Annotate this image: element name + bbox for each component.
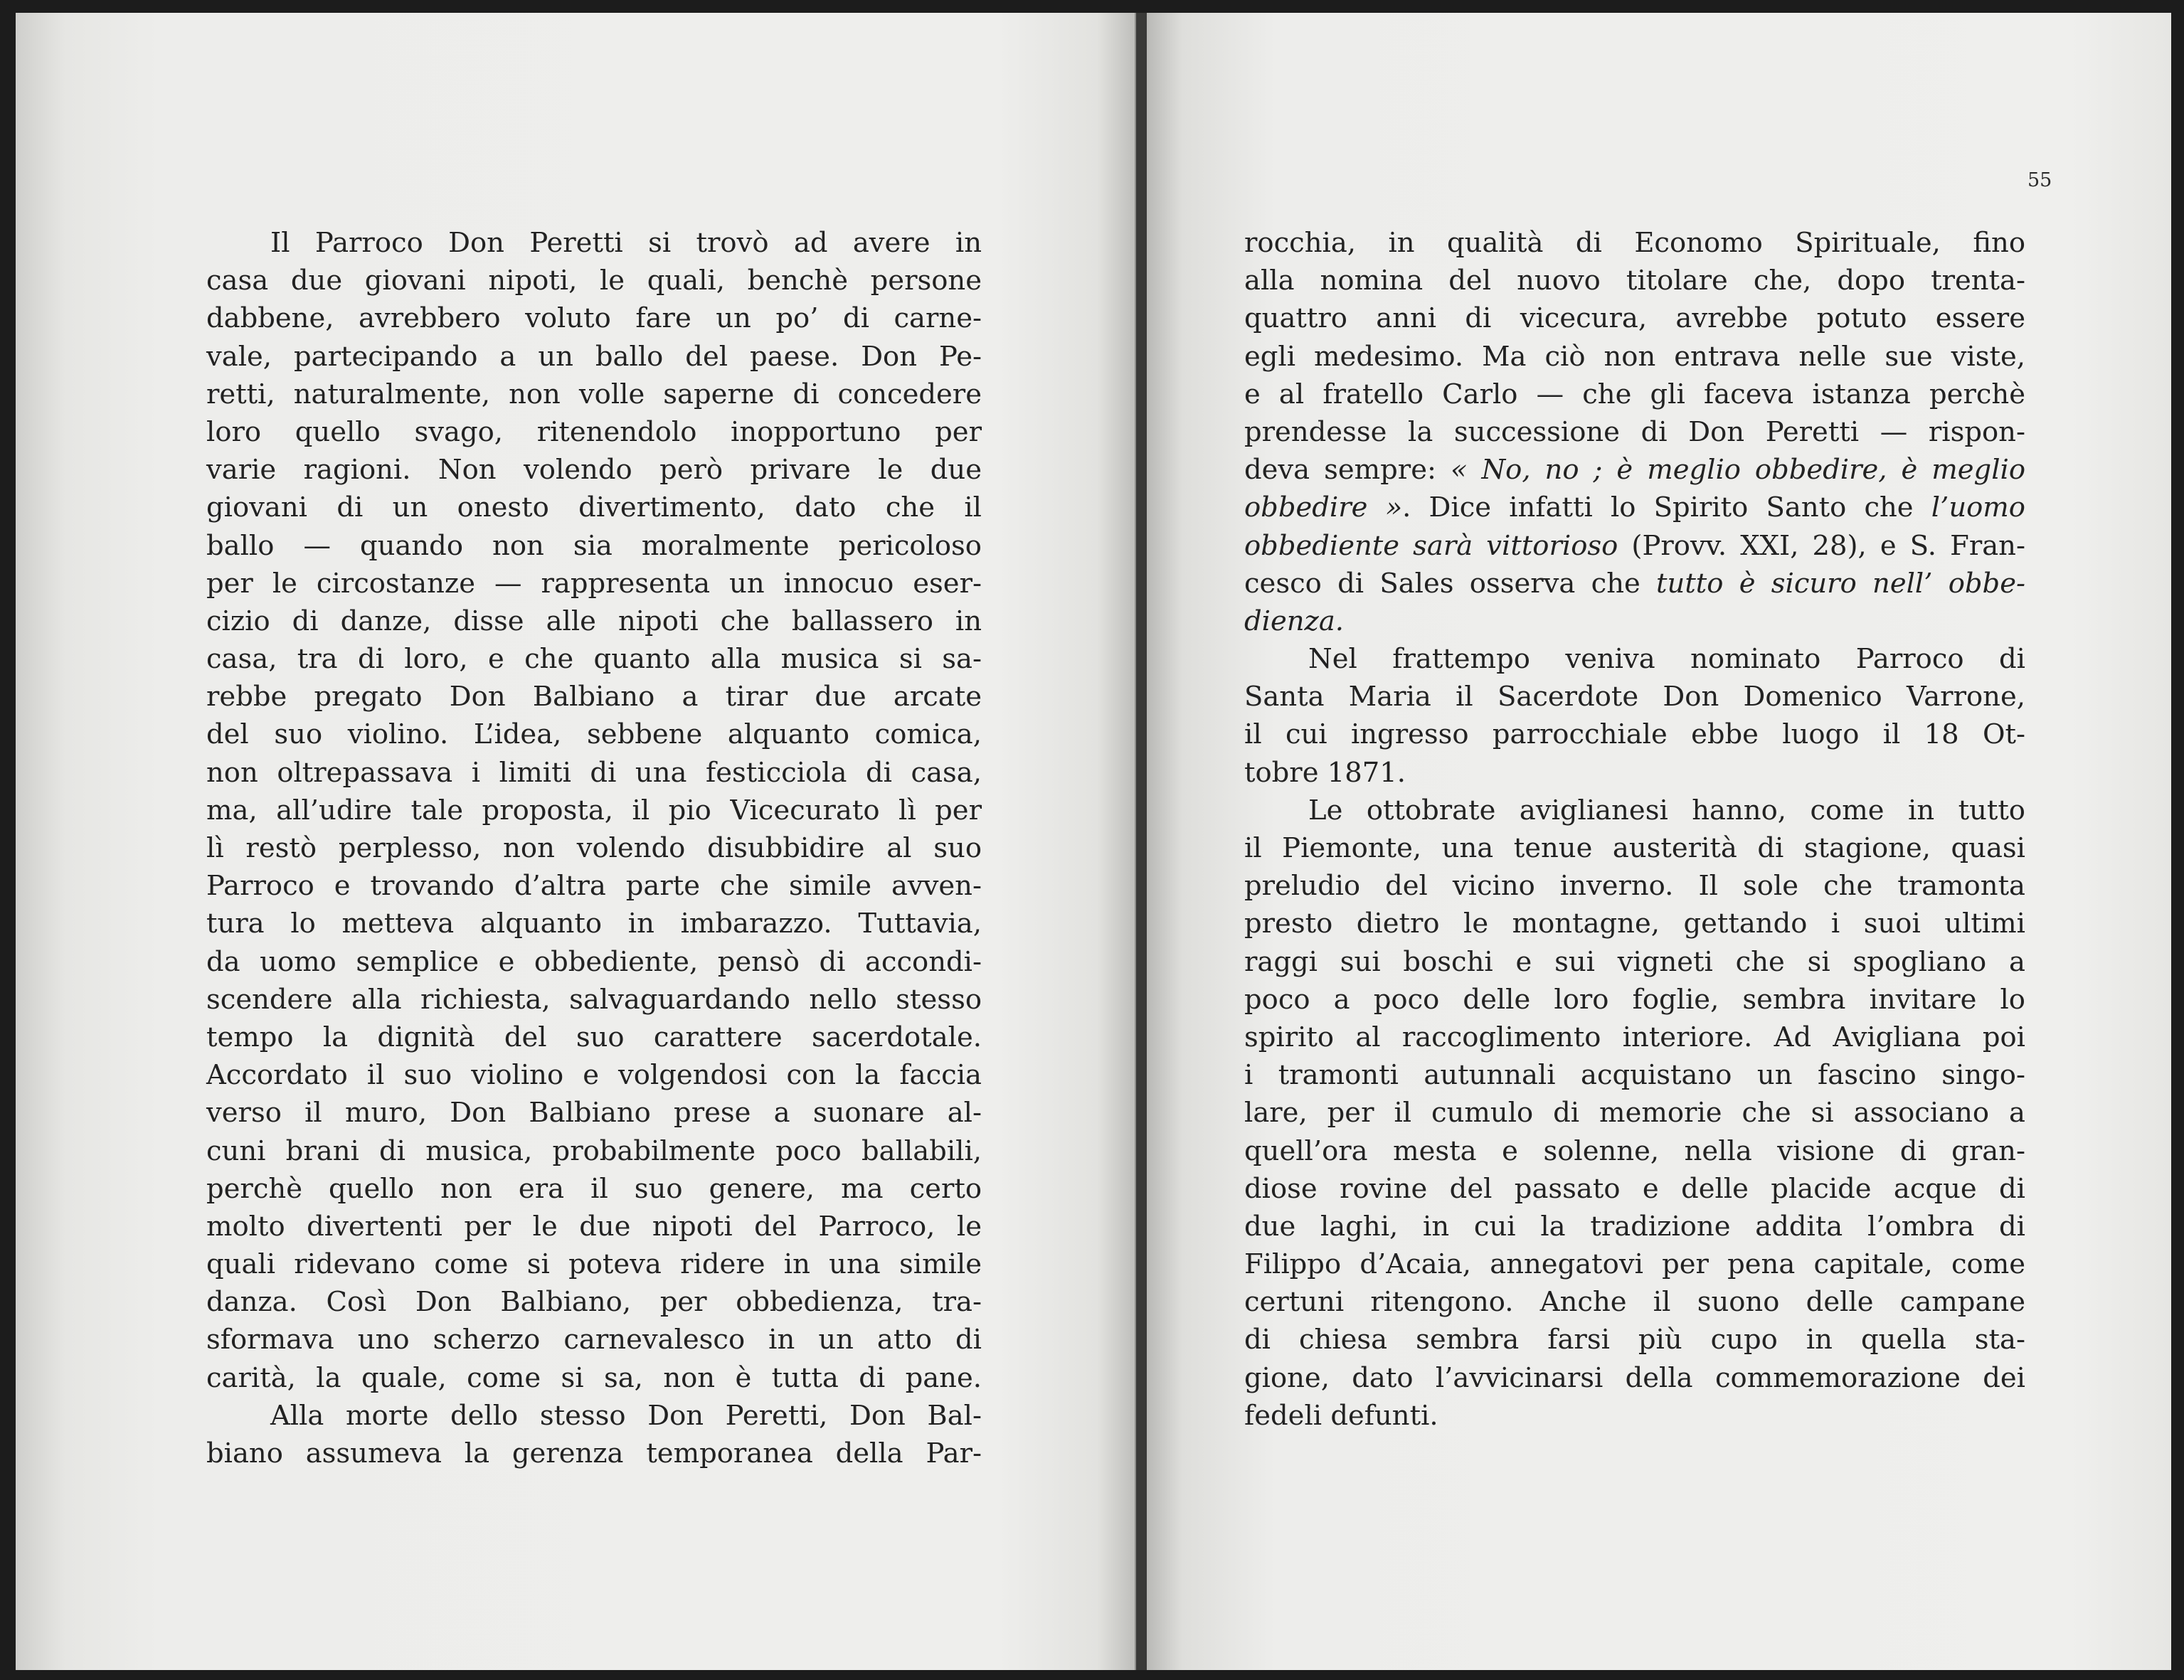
italic-quote: obbedire » [1244,491,1403,524]
text-line: tura lo metteva alquanto in imbarazzo. Tuttavia, [206,908,982,940]
text-line: giovani di un onesto divertimento, dato che il [206,491,982,524]
right-page-text [1244,224,2025,1435]
text-line: retti, naturalmente, non volle saperne di concedere [206,378,982,410]
text-line: Nel frattempo veniva nominato Parroco di [1308,643,2025,676]
text-line: Santa Maria il Sacerdote Don Domenico Varrone, [1244,681,2025,713]
text-segment: cesco di Sales osserva che [1244,567,1640,600]
text-line: Alla morte dello stesso Don Peretti, Don Bal- [270,1399,982,1432]
text-line: da uomo semplice e obbediente, pensò di accondi- [206,945,982,978]
text-line: cuni brani di musica, probabilmente poco ballabili, [206,1134,982,1167]
text-line: casa due giovani nipoti, le quali, benchè persone [206,265,982,297]
italic-quote: obbediente sarà vittorioso [1244,529,1618,562]
text-line: due laghi, in cui la tradizione addita l’ombra di [1244,1210,2025,1243]
text-line: Il Parroco Don Peretti si trovò ad avere in [270,227,982,259]
text-line: spirito al raccoglimento interiore. Ad Avigliana poi [1244,1021,2025,1053]
text-line: tempo la dignità del suo carattere sacerdotale. [206,1021,982,1053]
text-line: casa, tra di loro, e che quanto alla musica si sa- [206,643,982,676]
text-line-mixed [1244,489,2025,526]
text-line: il Piemonte, una tenue austerità di stagione, quasi [1244,832,2025,864]
text-line: quattro anni di vicecura, avrebbe potuto essere [1244,302,2025,335]
text-line: del suo violino. L’idea, sebbene alquanto comica, [206,718,982,751]
text-line: Accordato il suo violino e volgendosi con la faccia [206,1059,982,1092]
text-line: poco a poco delle loro foglie, sembra invitare lo [1244,983,2025,1016]
text-line: scendere alla richiesta, salvaguardando nello stesso [206,983,982,1016]
text-line: quali ridevano come si poteva ridere in una simile [206,1248,982,1281]
book-gutter [1136,13,1147,1670]
text-line: perchè quello non era il suo genere, ma certo [206,1172,982,1205]
text-line: varie ragioni. Non volendo però privare le due [206,454,982,487]
text-line: i tramonti autunnali acquistano un fascino singo- [1244,1059,2025,1092]
text-line: lare, per il cumulo di memorie che si associano a [1244,1097,2025,1129]
text-line: danza. Così Don Balbiano, per obbedienza, tra- [206,1286,982,1319]
italic-quote: dienza. [1244,605,1345,637]
text-line: fedeli defunti. [1244,1399,1438,1432]
text-line-mixed [1244,527,2025,565]
text-line: per le circostanze — rappresenta un innocuo eser- [206,567,982,600]
text-line: ballo — quando non sia moralmente pericoloso [206,529,982,562]
text-segment: . Dice infatti lo Spirito Santo che [1402,491,1914,524]
text-line: verso il muro, Don Balbiano prese a suonare al- [206,1097,982,1129]
text-line: Parroco e trovando d’altra parte che simile avven- [206,870,982,903]
text-line: dabbene, avrebbero voluto fare un po’ di carne- [206,302,982,335]
text-line: Filippo d’Acaia, annegatovi per pena capitale, come [1244,1248,2025,1281]
text-line: vale, partecipando a un ballo del paese. Don Pe- [206,340,982,373]
italic-quote: l’uomo [1931,491,2025,524]
text-line: il cui ingresso parrocchiale ebbe luogo il 18 Ot- [1244,718,2025,751]
text-line: diose rovine del passato e delle placide acque di [1244,1172,2025,1205]
text-line: rocchia, in qualità di Economo Spirituale, fino [1244,227,2025,259]
text-line: carità, la quale, come si sa, non è tutta di pane. [206,1361,982,1394]
text-line: prendesse la successione di Don Peretti — rispon- [1244,415,2025,448]
text-line: raggi sui boschi e sui vigneti che si spogliano a [1244,945,2025,978]
text-line: lì restò perplesso, non volendo disubbidire al suo [206,832,982,864]
text-line: molto divertenti per le due nipoti del Parroco, le [206,1210,982,1243]
text-line: Le ottobrate aviglianesi hanno, come in tutto [1308,794,2025,826]
text-line: loro quello svago, ritenendolo inopportuno per [206,415,982,448]
text-line: rebbe pregato Don Balbiano a tirar due arcate [206,681,982,713]
text-line: quell’ora mesta e solenne, nella visione di gran- [1244,1134,2025,1167]
text-line: gione, dato l’avvicinarsi della commemorazione dei [1244,1361,2025,1394]
text-line: sformava uno scherzo carnevalesco in un atto di [206,1324,982,1356]
text-line: egli medesimo. Ma ciò non entrava nelle sue viste, [1244,340,2025,373]
text-line: di chiesa sembra farsi più cupo in quella sta- [1244,1324,2025,1356]
text-line [1244,602,2025,640]
left-page-text [206,224,982,1472]
italic-quote: « No, no ; è meglio obbedire, è meglio [1450,454,2026,487]
text-line: biano assumeva la gerenza temporanea della Par- [206,1437,982,1469]
text-line-mixed [1244,565,2025,602]
page-number: 55 [2027,169,2052,191]
text-segment: (Provv. XXI, 28), e S. Fran- [1631,529,2025,562]
text-segment: deva sempre: [1244,454,1436,487]
text-line: cizio di danze, disse alle nipoti che ballassero in [206,605,982,637]
text-line: non oltrepassava i limiti di una festicciola di casa, [206,756,982,789]
text-line: e al fratello Carlo — che gli faceva istanza perchè [1244,378,2025,410]
italic-quote: tutto è sicuro nell’ obbe- [1656,567,2025,600]
text-line-mixed [1244,451,2025,489]
text-line: ma, all’udire tale proposta, il pio Vicecurato lì per [206,794,982,826]
text-line: preludio del vicino inverno. Il sole che tramonta [1244,870,2025,903]
text-line: alla nomina del nuovo titolare che, dopo trenta- [1244,265,2025,297]
text-line: tobre 1871. [1244,756,1406,789]
text-line: presto dietro le montagne, gettando i suoi ultimi [1244,908,2025,940]
text-line: certuni ritengono. Anche il suono delle campane [1244,1286,2025,1319]
